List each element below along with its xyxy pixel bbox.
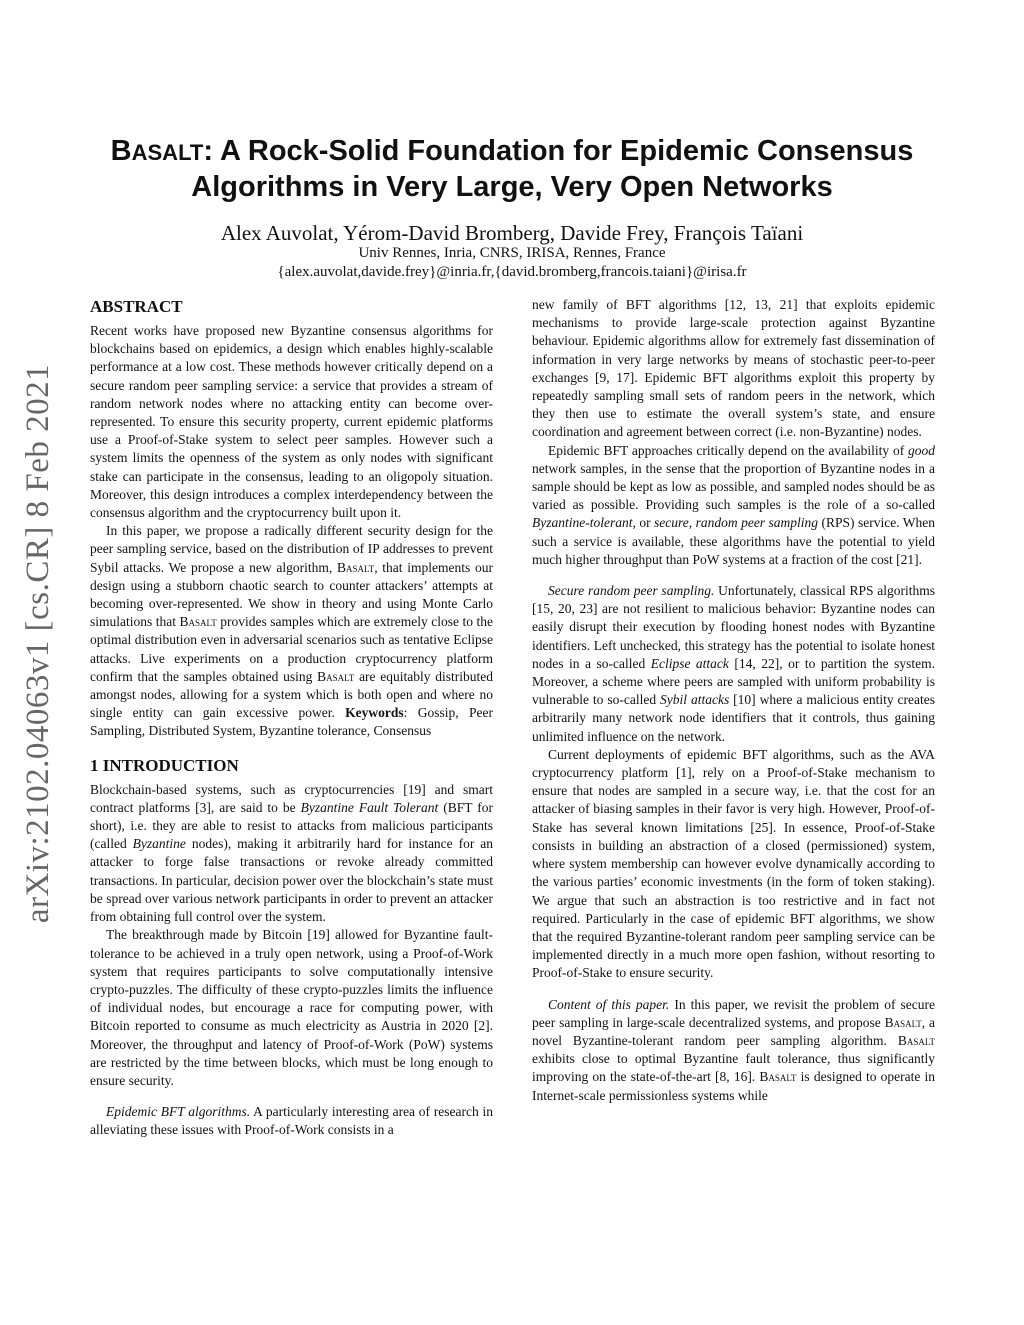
- keywords-list: : Gossip, Peer Sampling, Distributed System, Byzantine tolerance, Consensus: [90, 705, 493, 739]
- right-paragraph-2: Epidemic BFT approaches critically depend on the availability of good network samples, in the sense that the proportion of Byzantine nodes in a sample should be kept as low as possible, and sampled nodes should be as varied as possible. Providing such samples is the role of a so-called Byzantine-tolerant, or secure, random peer sampling (RPS) service. When such a service is available, these algorithms have the potential to yield much higher throughput than PoW systems at a fraction of the cost [21].: [532, 442, 936, 567]
- right-paragraph-1: new family of BFT algorithms [12, 13, 21] that exploits epidemic mechanisms to provide large-scale protection against Byzantine behaviour. Epidemic algorithms allow for extremely fast dissemination of information in very large networks by means of stochastic peer-to-peer exchanges [9, 17]. Epidemic BFT algorithms exploit this property by repeatedly sampling small sets of random peers in the network, which they then use to estimate the overall system’s state, and ensure coordination and agreement between correct (i.e. non-Byzantine) nodes.: [532, 297, 935, 440]
- intro-paragraph-2: The breakthrough made by Bitcoin [19] allowed for Byzantine fault-tolerance to be achieved in a truly open network, using a Proof-of-Work system that requires participants to solve computationally intensive crypto-puzzles. The difficulty of these crypto-puzzles limits the influence of individual nodes, but encourage a race for computing power, with Bitcoin reported to consume as much electricity as Austria in 2020 [2]. Moreover, the throughput and latency of Proof-of-Work (PoW) systems are restricted by the time between blocks, which must be long enough to ensure security.: [90, 927, 493, 1088]
- intro-paragraph-3: Epidemic BFT algorithms. A particularly interesting area of research in alleviating these issues with Proof-of-Work consists in a: [90, 1104, 493, 1138]
- intro-paragraph-1: Blockchain-based systems, such as cryptocurrencies [19] and smart contract platforms [3], are said to be Byzantine Fault Tolerant (BFT for short), i.e. they are able to resist to attacks from malicious participants (called Byzantine nodes), making it arbitrarily hard for instance for an attacker to forge false transactions or revoke already committed transactions. In particular, decision power over the blockchain’s state must be spread over various network participants in order to prevent an attacker from obtaining full control over the system.: [90, 781, 494, 925]
- right-paragraph-5: Content of this paper. In this paper, we revisit the problem of secure peer sampling in large-scale decentralized systems, and propose Basalt, a novel Byzantine-tolerant random peer sampling algorithm. Basalt exhibits close to optimal Byzantine fault tolerance, thus significantly improving on the state-of-the-art [8, 16]. Basalt is designed to operate in Internet-scale permissionless systems while: [532, 996, 936, 1103]
- introduction-heading: 1 INTRODUCTION: [90, 755, 239, 775]
- right-paragraph-3: Secure random peer sampling. Unfortunately, classical RPS algorithms [15, 20, 23] are not resilient to malicious behavior: Byzantine nodes can easily disrupt their execution by flooding honest nodes with Byzantine identifiers. Left unchecked, this strategy has the potential to isolate honest nodes in a so-called Eclipse attack [14, 22], or to partition the system. Moreover, a scheme where peers are sampled with uniform probability is vulnerable to so-called Sybil attacks [10] where a malicious entity creates arbitrarily many network node identifiers that it controls, thus gaining unlimited influence on the network.: [532, 583, 936, 744]
- right-paragraph-4: Current deployments of epidemic BFT algorithms, such as the AVA cryptocurrency platform [1], rely on a Proof-of-Stake mechanism to ensure that nodes are sampled in a secure way, i.e. that the cost for an attacker of biasing samples in their favor is very high. However, Proof-of-Stake has several known limitations [25]. In essence, Proof-of-Stake consists in building an abstraction of a closed (permissioned) system, where system membership can however evolve dynamically according to the various parties’ economic investments (in the form of token staking). We argue that such an abstraction is too restrictive and in fact not required. Particularly in the case of epidemic BFT algorithms, we show that the required Byzantine-tolerant random peer sampling service can be implemented directly in a much more open fashion, without resorting to Proof-of-Stake to ensure security.: [532, 746, 935, 981]
- paragraph-heading-epidemic: Epidemic BFT algorithms.: [106, 1104, 251, 1120]
- right-column: [532, 296, 935, 1105]
- paragraph-heading-secure-rps: Secure random peer sampling.: [548, 583, 715, 599]
- abstract-paragraph-1: Recent works have proposed new Byzantine consensus algorithms for blockchains based on epidemics, a design which enables highly-scalable performance at a low cost. These methods however critically depend on a secure random peer sampling service: a service that provides a stream of random network nodes where no attacking entity can become over-represented. To ensure this security property, current epidemic platforms use a Proof-of-Stake system to select peer samples. However such a system limits the openness of the system as only nodes with significant stake can participate in the consensus, leading to an oligopoly situation. Moreover, this design introduces a complex interdependency between the consensus algorithm and the cryptocurrency built upon it.: [90, 323, 493, 521]
- author-list: Alex Auvolat, Yérom-David Bromberg, Davide Frey, François Taïani: [220, 221, 804, 245]
- abstract-heading: ABSTRACT: [90, 297, 183, 316]
- paper-title: BASALT: A Rock-Solid Foundation for Epidemic Consensus Algorithms in Very Large, Very Open Networks: [110, 135, 914, 203]
- abstract-paragraph-2: In this paper, we propose a radically different security design for the peer sampling service, based on the distribution of IP addresses to prevent Sybil attacks. We propose a new algorithm, Basalt, that implements our design using a stubborn chaotic search to counter attackers’ attempts at becoming over-represented. We show in theory and using Monte Carlo simulations that Basalt provides samples which are extremely close to the optimal distribution even in adversarial scenarios such as tentative Eclipse attacks. Live experiments on a production cryptocurrency platform confirm that the samples obtained using Basalt are equitably distributed amongst nodes, allowing for a system which is both open and where no single entity can gain excessive power. Keywords: Gossip, Peer Sampling, Distributed System, Byzantine tolerance, Consensus: [90, 523, 494, 739]
- keywords-label: Keywords: [345, 705, 404, 721]
- left-column: [90, 296, 493, 1140]
- author-emails: {alex.auvolat,davide.frey}@inria.fr,{david.bromberg,francois.taiani}@irisa.fr: [277, 264, 747, 280]
- system-name: BASALT: [110, 135, 204, 167]
- affiliation: Univ Rennes, Inria, CNRS, IRISA, Rennes, France: [358, 245, 666, 261]
- paragraph-heading-content: Content of this paper.: [548, 996, 670, 1012]
- arxiv-identifier: arXiv:2102.04063v1 [cs.CR] 8 Feb 2021: [20, 363, 57, 923]
